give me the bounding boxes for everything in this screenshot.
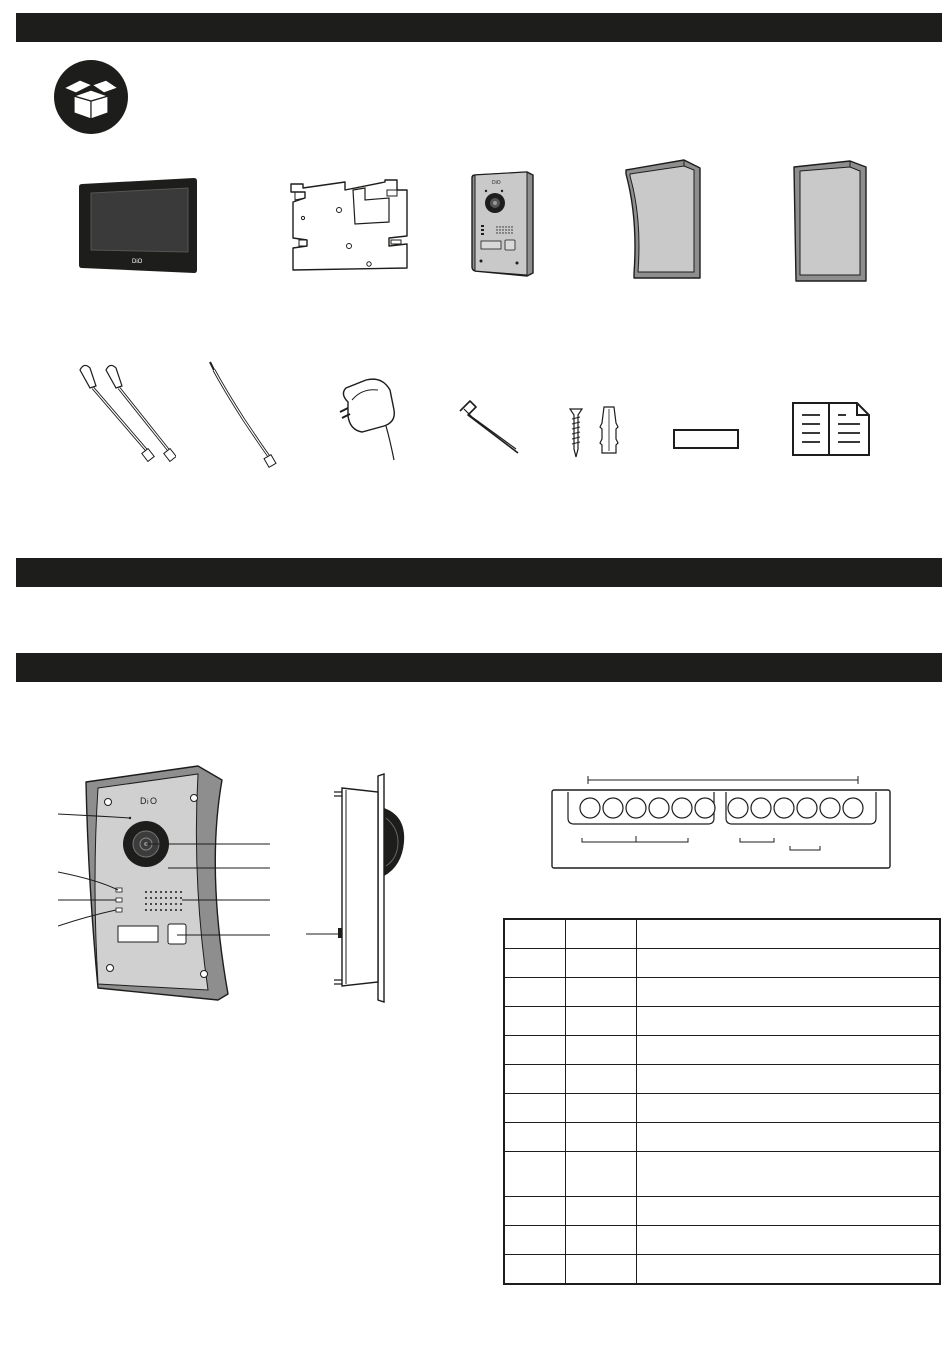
svg-text:O: O	[150, 796, 158, 806]
door-station-logo: DiO	[492, 180, 501, 186]
table-row	[504, 1123, 940, 1152]
table-row	[504, 1094, 940, 1123]
door-station-side-diagram	[306, 772, 414, 1004]
monitor-icon	[78, 176, 200, 274]
section-header-bar-description	[16, 653, 942, 682]
table-row	[504, 1065, 940, 1094]
table-row	[504, 919, 940, 949]
manual-icon	[791, 401, 871, 457]
section-header-bar-middle	[16, 558, 942, 587]
angled-rain-hood-icon	[624, 158, 704, 282]
connector-cable-pair-icon	[76, 360, 176, 464]
table-row	[504, 949, 940, 978]
door-station-icon	[471, 171, 537, 277]
name-label-icon	[673, 429, 739, 449]
table-row	[504, 1197, 940, 1226]
wall-bracket-icon	[283, 178, 409, 272]
table-row	[504, 978, 940, 1007]
table-row	[504, 1226, 940, 1255]
screw-and-wall-plug-icon	[566, 405, 626, 459]
connector-cable-icon	[204, 358, 280, 470]
table-row	[504, 1007, 940, 1036]
specification-table	[503, 918, 941, 1285]
allen-key-icon	[458, 397, 524, 457]
terminal-block-diagram	[548, 774, 894, 872]
svg-text:D: D	[140, 796, 147, 806]
door-station-front-diagram	[58, 760, 270, 1004]
section-header-bar-package-contents	[16, 13, 942, 42]
open-box-icon	[54, 60, 128, 134]
svg-text:i: i	[147, 799, 149, 806]
power-adapter-icon	[338, 376, 402, 462]
monitor-logo: DiO	[132, 259, 143, 265]
table-row	[504, 1152, 940, 1197]
table-row	[504, 1036, 940, 1065]
table-row	[504, 1255, 940, 1285]
straight-rain-hood-icon	[792, 159, 868, 283]
